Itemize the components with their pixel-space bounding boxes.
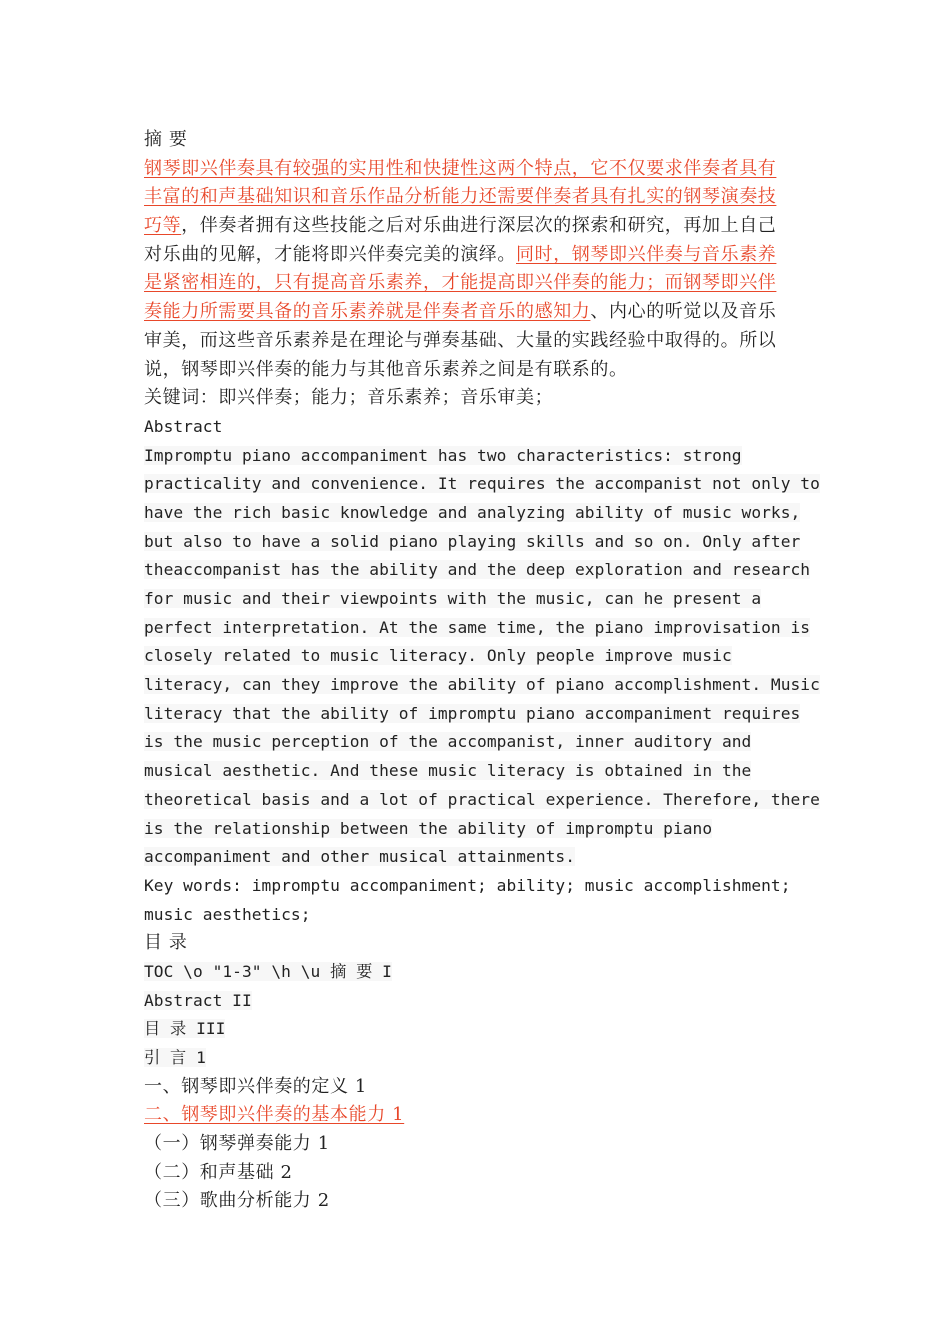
abstract-en-line (144, 671, 820, 700)
abstract-en-line (144, 815, 808, 844)
abstract-en-line (144, 499, 808, 528)
toc-entry-label: 二、钢琴即兴伴奏的基本能力 1 (144, 1104, 405, 1126)
body-text: for music and their viewpoints with the music, can he present a (144, 589, 762, 608)
toc-entry[interactable] (144, 958, 808, 987)
highlighted-text: 同时，钢琴即兴伴奏与音乐素养 (516, 243, 777, 265)
body-text: literacy that the ability of impromptu piano accompaniment requires (144, 703, 801, 723)
abstract-en-line (144, 556, 811, 585)
document-page (144, 126, 820, 1216)
abstract-cn-line (144, 298, 808, 327)
toc-entry-label: TOC \o "1-3" \h \u 摘 要 I (144, 961, 392, 981)
abstract-en-line (144, 843, 808, 872)
body-text: practicality and convenience. It requires the accompanist not only to (144, 474, 820, 494)
abstract-en-line (144, 614, 811, 643)
keywords-line: Key words: impromptu accompaniment; ability; music accomplishment; (144, 875, 791, 895)
abstract-cn-line (144, 155, 808, 184)
body-text: theaccompanist has the ability and the deep exploration and research (144, 560, 811, 580)
abstract-en-line (144, 757, 808, 786)
highlighted-text: 丰富的和声基础知识和音乐作品分析能力还需要伴奏者具有扎实的钢琴演奏技 (144, 186, 777, 208)
abstract-cn-line (144, 212, 808, 241)
abstract-en-line (144, 528, 808, 557)
abstract-cn-heading: 摘 要 (144, 129, 188, 150)
keywords-line: music aesthetics; (144, 904, 311, 924)
toc-entry-label: 目 录 III (144, 1019, 226, 1039)
body-text: Impromptu piano accompaniment has two characteristics: strong (144, 445, 742, 465)
toc-entry-label: 一、钢琴即兴伴奏的定义 1 (144, 1075, 367, 1097)
body-text: literacy, can they improve the ability of piano accomplishment. Music (144, 675, 820, 695)
toc-entry[interactable] (144, 1130, 808, 1159)
body-text: theoretical basis and a lot of practical experience. Therefore, there (144, 789, 820, 809)
abstract-en-line (144, 700, 808, 729)
toc-entry[interactable] (144, 1044, 808, 1073)
body-text: 审美，而这些音乐素养是在理论与弹奏基础、大量的实践经验中取得的。所以 (144, 329, 777, 351)
body-text: 对乐曲的见解，才能将即兴伴奏完美的演绎。 (144, 243, 516, 265)
body-text: closely related to music literacy. Only people improve music (144, 646, 732, 666)
toc-entry-label: Abstract II (144, 990, 252, 1010)
toc-list (144, 958, 808, 1216)
abstract-en-body (144, 442, 820, 872)
abstract-en-heading: Abstract (144, 416, 223, 436)
toc-entry-label: （二）和声基础 2 (144, 1161, 293, 1183)
abstract-en-line (144, 470, 820, 499)
body-text: accompaniment and other musical attainments. (144, 847, 576, 867)
toc-entry[interactable] (144, 1159, 808, 1188)
abstract-cn-line (144, 241, 808, 270)
body-text: musical aesthetic. And these music literacy is obtained in the (144, 761, 752, 781)
toc-entry[interactable] (144, 1187, 808, 1216)
highlighted-text: 巧等 (144, 215, 182, 237)
abstract-en-line (144, 585, 808, 614)
toc-heading: 目 录 (144, 932, 188, 954)
abstract-cn-line (144, 183, 808, 212)
toc-entry[interactable] (144, 1015, 808, 1044)
body-text: is the relationship between the ability of impromptu piano (144, 818, 713, 838)
abstract-en-keywords (144, 872, 808, 929)
body-text: is the music perception of the accompanist, inner auditory and (144, 732, 752, 752)
abstract-cn-line (144, 327, 808, 356)
body-text: perfect interpretation. At the same time, the piano improvisation is (144, 617, 811, 637)
abstract-en-line (144, 728, 808, 757)
toc-entry-label: （三）歌曲分析能力 2 (144, 1190, 330, 1212)
highlighted-text: 钢琴即兴伴奏具有较强的实用性和快捷性这两个特点，它不仅要求伴奏者具有 (144, 157, 777, 179)
body-text: 说，钢琴即兴伴奏的能力与其他音乐素养之间是有联系的。 (144, 358, 628, 380)
body-text: but also to have a solid piano playing skills and so on. Only after (144, 531, 801, 551)
highlighted-text: 奏能力所需要具备的音乐素养就是伴奏者音乐的感知力 (144, 301, 591, 323)
abstract-cn-body (144, 155, 808, 385)
toc-entry-label: 引 言 1 (144, 1048, 206, 1067)
abstract-en-line (144, 442, 808, 471)
abstract-cn-keywords: 关键词：即兴伴奏；能力；音乐素养；音乐审美； (144, 387, 554, 409)
body-text: ，伴奏者拥有这些技能之后对乐曲进行深层次的探索和研究，再加上自己 (181, 215, 777, 237)
toc-entry[interactable] (144, 987, 808, 1016)
toc-entry[interactable] (144, 1101, 808, 1130)
highlighted-text: 是紧密相连的，只有提高音乐素养，才能提高即兴伴奏的能力；而钢琴即兴伴 (144, 272, 777, 294)
abstract-en-line (144, 786, 820, 815)
body-text: have the rich basic knowledge and analyzing ability of music works, (144, 502, 801, 522)
abstract-cn-line (144, 269, 808, 298)
abstract-en-line (144, 642, 808, 671)
body-text: 、内心的听觉以及音乐 (590, 301, 777, 323)
toc-entry-label: （一）钢琴弹奏能力 1 (144, 1133, 330, 1155)
abstract-cn-line (144, 356, 808, 385)
toc-entry[interactable] (144, 1073, 808, 1102)
